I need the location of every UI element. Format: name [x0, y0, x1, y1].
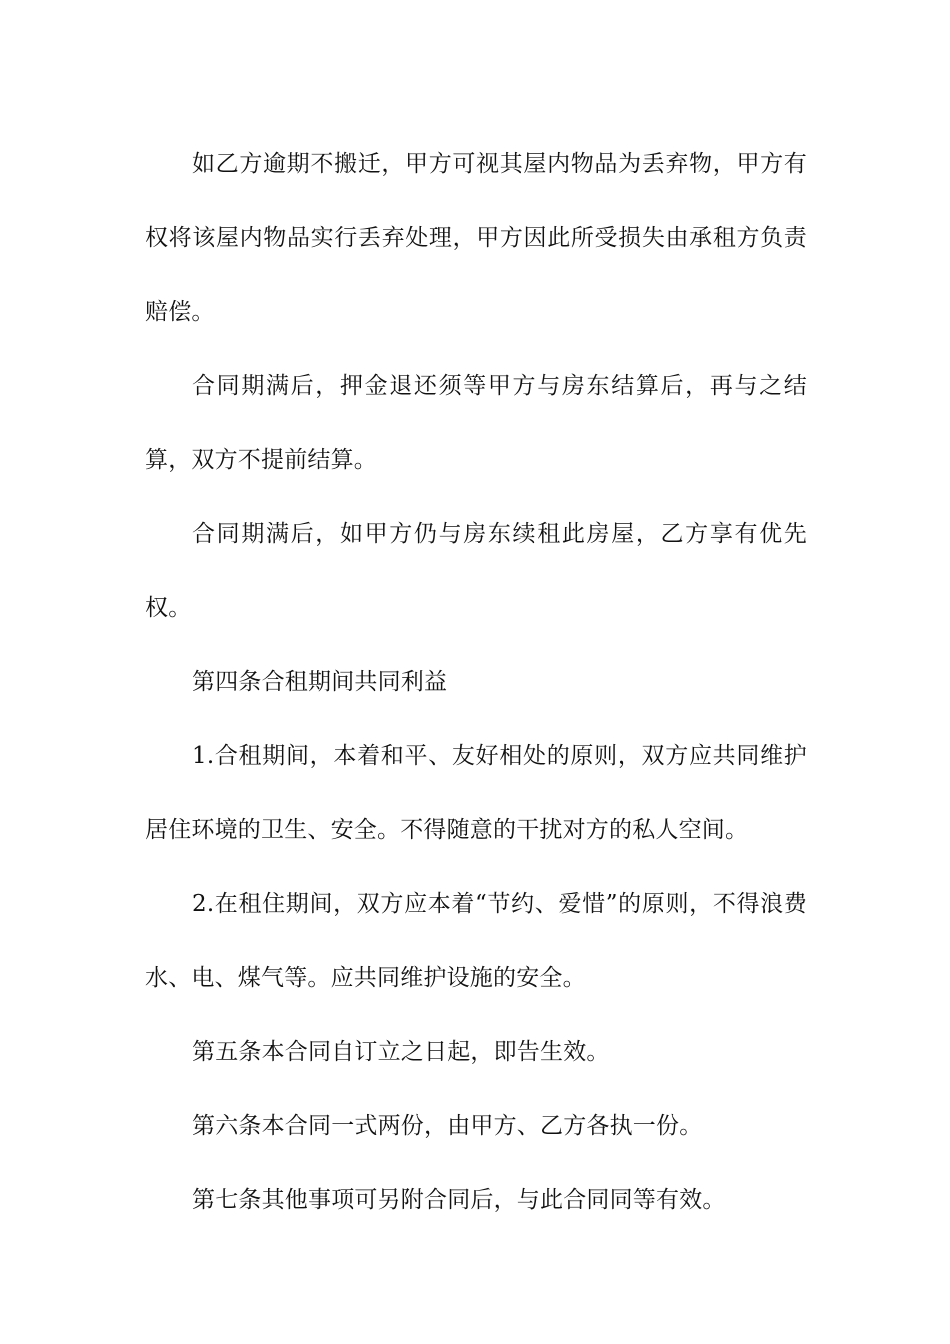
paragraph-resource-saving: 2.在租住期间，双方应本着“节约、爱惜”的原则，不得浪费水、电、煤气等。应共同维护设施的安全。: [145, 891, 807, 991]
paragraph-relocation-overdue: 如乙方逾期不搬迁，甲方可视其屋内物品为丢弃物，甲方有权将该屋内物品实行丢弃处理，甲方因此所受损失由承租方负责赔偿。: [145, 151, 807, 325]
article-five: 第五条本合同自订立之日起，即告生效。: [192, 1039, 610, 1065]
document-body: [145, 127, 807, 1237]
article-six: 第六条本合同一式两份，由甲方、乙方各执一份。: [192, 1113, 703, 1139]
paragraph-deposit-settlement: 合同期满后，押金退还须等甲方与房东结算后，再与之结算，双方不提前结算。: [145, 373, 807, 473]
article-seven: 第七条其他事项可另附合同后，与此合同同等有效。: [192, 1187, 726, 1213]
paragraph-shared-environment: 1.合租期间，本着和平、友好相处的原则，双方应共同维护居住环境的卫生、安全。不得随意的干扰对方的私人空间。: [145, 743, 807, 843]
paragraph-priority-renewal: 合同期满后，如甲方仍与房东续租此房屋，乙方享有优先权。: [145, 521, 807, 621]
article-four-heading: 第四条合租期间共同利益: [192, 669, 448, 695]
